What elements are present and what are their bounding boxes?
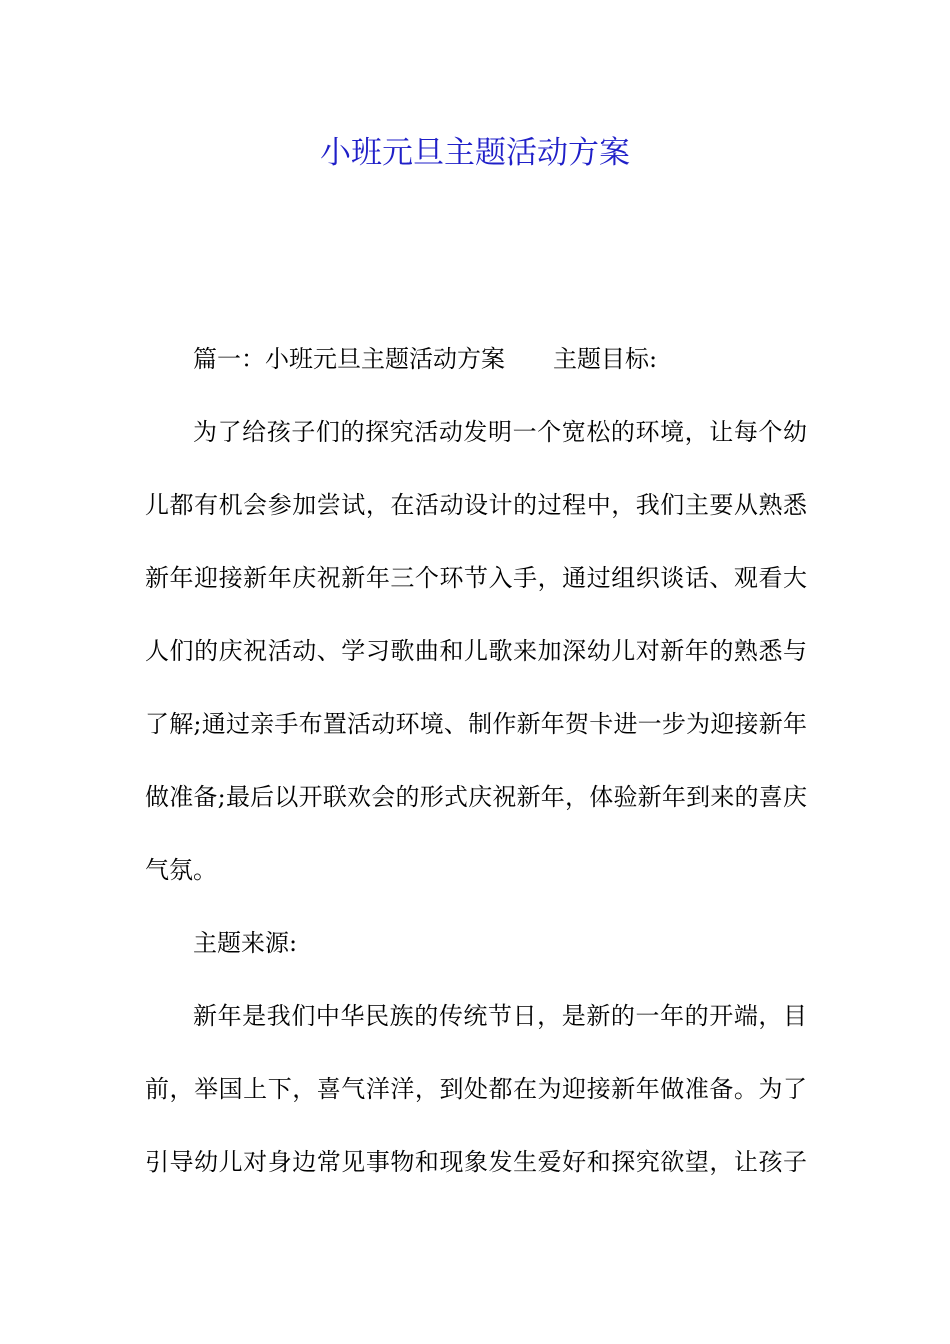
paragraph-line: 引导幼儿对身边常见事物和现象发生爱好和探究欲望，让孩子 — [145, 1148, 807, 1176]
document-body — [145, 335, 807, 1211]
paragraph-line: 气氛。 — [145, 856, 217, 884]
paragraph-line: 人们的庆祝活动、学习歌曲和儿歌来加深幼儿对新年的熟悉与 — [145, 637, 807, 665]
subheading-source: 主题来源: — [193, 929, 298, 957]
subheading-goal: 主题目标: — [553, 345, 658, 373]
paragraph-line: 儿都有机会参加尝试，在活动设计的过程中，我们主要从熟悉 — [145, 491, 807, 519]
document-title: 小班元旦主题活动方案 — [320, 135, 630, 171]
paragraph-line: 新年是我们中华民族的传统节日，是新的一年的开端，目 — [193, 1002, 807, 1030]
paragraph-line: 了解;通过亲手布置活动环境、制作新年贺卡进一步为迎接新年 — [145, 710, 807, 738]
paragraph-line: 前，举国上下，喜气洋洋，到处都在为迎接新年做准备。为了 — [145, 1075, 807, 1103]
paragraph-line: 新年迎接新年庆祝新年三个环节入手，通过组织谈话、观看大 — [145, 564, 807, 592]
section-heading-line — [145, 335, 807, 383]
section-title: 篇一：小班元旦主题活动方案 — [193, 345, 505, 373]
paragraph-line: 为了给孩子们的探究活动发明一个宽松的环境，让每个幼 — [193, 418, 807, 446]
paragraph-line: 做准备;最后以开联欢会的形式庆祝新年，体验新年到来的喜庆 — [145, 783, 807, 811]
